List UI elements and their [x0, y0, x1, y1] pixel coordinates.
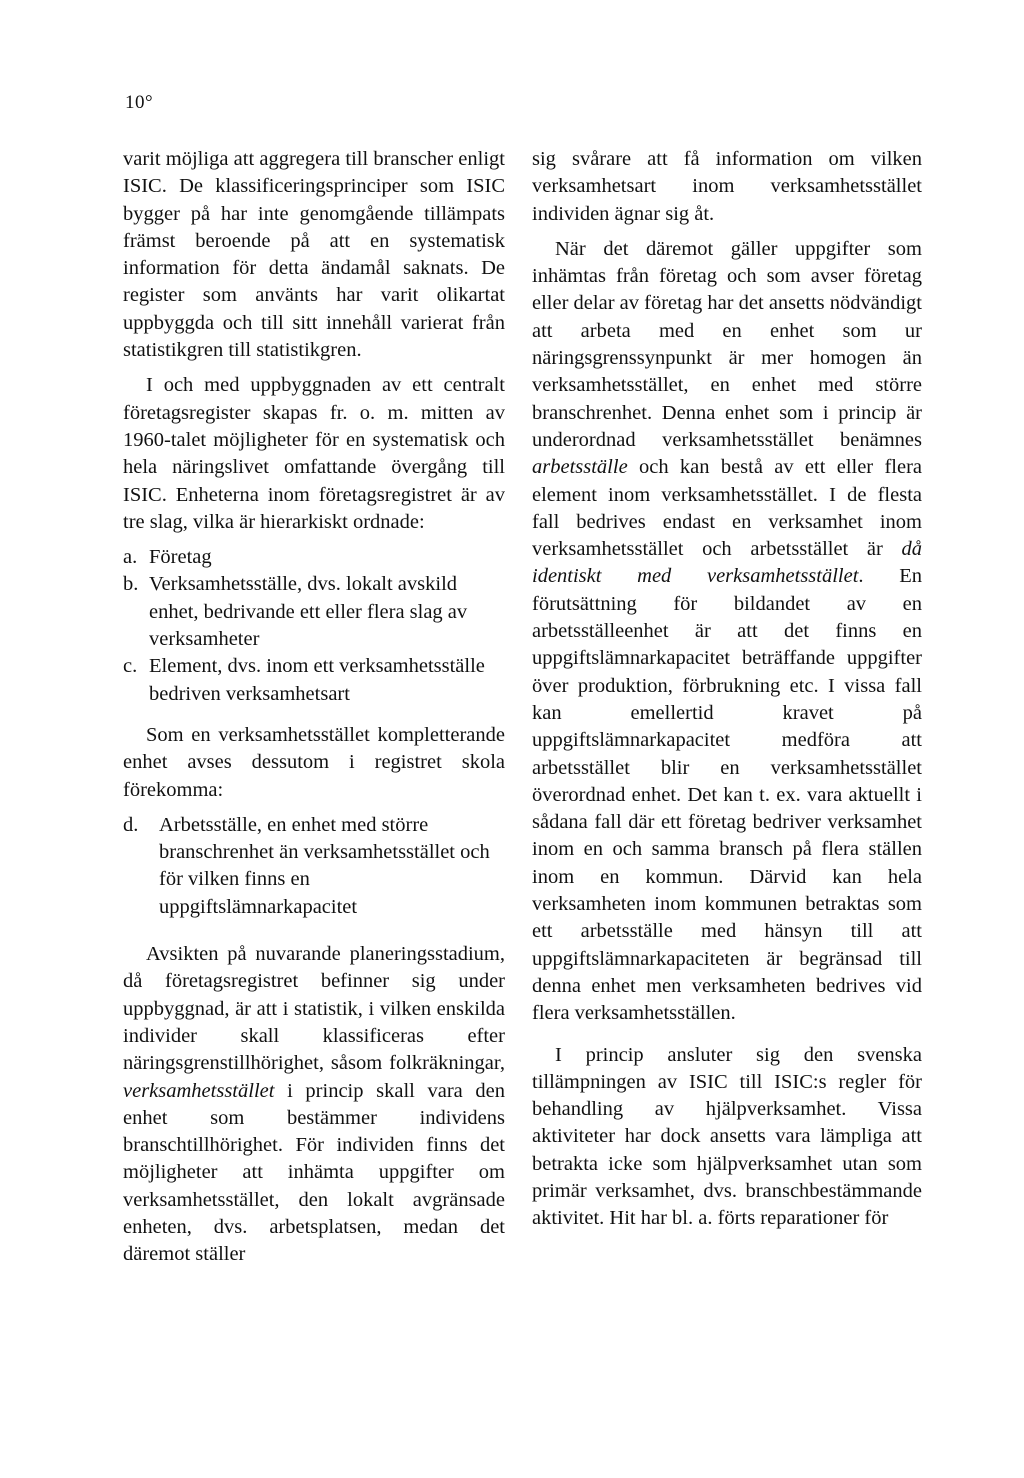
list-marker: b.	[123, 573, 139, 596]
emphasis: verksamhetsstället	[123, 1079, 275, 1102]
paragraph: Avsikten på nuvarande planeringsstadium, då företagsregistret befinner sig under uppbyggnad, är att i statistik, i vilken enskilda individer skall klassificeras efter näringsgrenstillhörighet, såsom folkräkningar, verksamhetsstället i princip skall vara den enhet som bestämmer individens branschtillhörighet. För individen finns det möjligheter att inhämta uppgifter om verksamhetsstället, den lokalt avgränsade enheten, dvs. arbetsplatsen, medan det däremot ställer	[123, 943, 505, 1266]
list-item-text: Element, dvs. inom ett verksamhetsställe bedriven verksamhetsart	[149, 655, 485, 705]
page-number: 10°	[125, 92, 154, 113]
emphasis: arbetsställe	[532, 456, 628, 479]
list-item-a	[123, 544, 505, 571]
list-item-c	[123, 653, 505, 708]
left-column	[123, 146, 505, 1269]
paragraph: Som en verksamhetsstället kompletterande enhet avses dessutom i registret skola förekomma:	[123, 723, 505, 801]
list-item-d	[123, 812, 505, 921]
list-item-text: Arbetsställe, en enhet med större branschrenhet än verksamhetsstället och för vilken finns en uppgiftslämnarkapacitet	[159, 813, 490, 918]
emphasis: då identiskt med verksamhetsstället	[532, 538, 922, 588]
paragraph: varit möjliga att aggregera till branscher enligt ISIC. De klassificeringsprinciper som ISIC bygger på har inte genomgående tillämpats främst beroende på att en systematisk information för detta ändamål saknats. De register som använts har varit olikartat uppbyggda och till sitt innehåll varierat från statistikgren till statistikgren.	[123, 148, 505, 362]
paragraph: I och med uppbyggnaden av ett centralt företagsregister skapas fr. o. m. mitten av 1960-talet möjligheter för en systematisk och hela näringslivet omfattande övergång till ISIC. Enheterna inom företagsregistret är av tre slag, vilka är hierarkiskt ordnade:	[123, 374, 505, 533]
right-column	[532, 146, 922, 1233]
list-marker: d.	[123, 813, 139, 836]
paragraph: sig svårare att få information om vilken verksamhetsart inom verksamhetsstället individen ägnar sig åt.	[532, 148, 922, 225]
list-item-text: Verksamhetsställe, dvs. lokalt avskild enhet, bedrivande ett eller flera slag av verksamheter	[149, 573, 468, 651]
paragraph: När det däremot gäller uppgifter som inhämtas från företag och som avser företag eller delar av företag har det ansetts nödvändigt att arbeta med en enhet som ur näringsgrenssynpunkt är mer homogen än verksamhetsstället, en enhet med större branschrenhet. Denna enhet som i princip är underordnad verksamhetsstället benämnes arbetsställe och kan bestå av ett eller flera element inom verksamhetsstället. I de flesta fall bedrives endast en verksamhet inom verksamhetsstället och arbetsstället är då identiskt med verksamhetsstället. En förutsättning för bildandet av en arbetsställeenhet är att det finns en uppgiftslämnarkapacitet beträffande uppgifter över produktion, förbrukning etc. I vissa fall kan emellertid kravet på uppgiftslämnarkapacitet medföra att arbetsstället blir en verksamhetsstället överordnad enhet. Det kan t. ex. vara aktuellt i sådana fall där ett företag bedriver verksamhet inom en och samma bransch på flera ställen inom en kommun. Därvid kan hela verksamheten inom kommunen betraktas som ett arbetsställe med hänsyn till att uppgiftslämnarkapaciteten är begränsad till denna enhet men verksamheten bedrives vid flera verksamhetsställen.	[532, 237, 922, 1025]
paragraph: I princip ansluter sig den svenska tillämpningen av ISIC till ISIC:s regler för behandling av hjälpverksamhet. Vissa aktiviteter har dock ansetts vara lämpliga att betrakta icke som hjälpverksamhet utan som primär verksamhet, dvs. branschbestämmande aktivitet. Hit har bl. a. förts reparationer för	[532, 1043, 922, 1230]
list-marker: c.	[123, 655, 138, 678]
list-item-text: Företag	[149, 546, 212, 569]
list-item-b	[123, 571, 505, 653]
list-marker: a.	[123, 546, 138, 569]
